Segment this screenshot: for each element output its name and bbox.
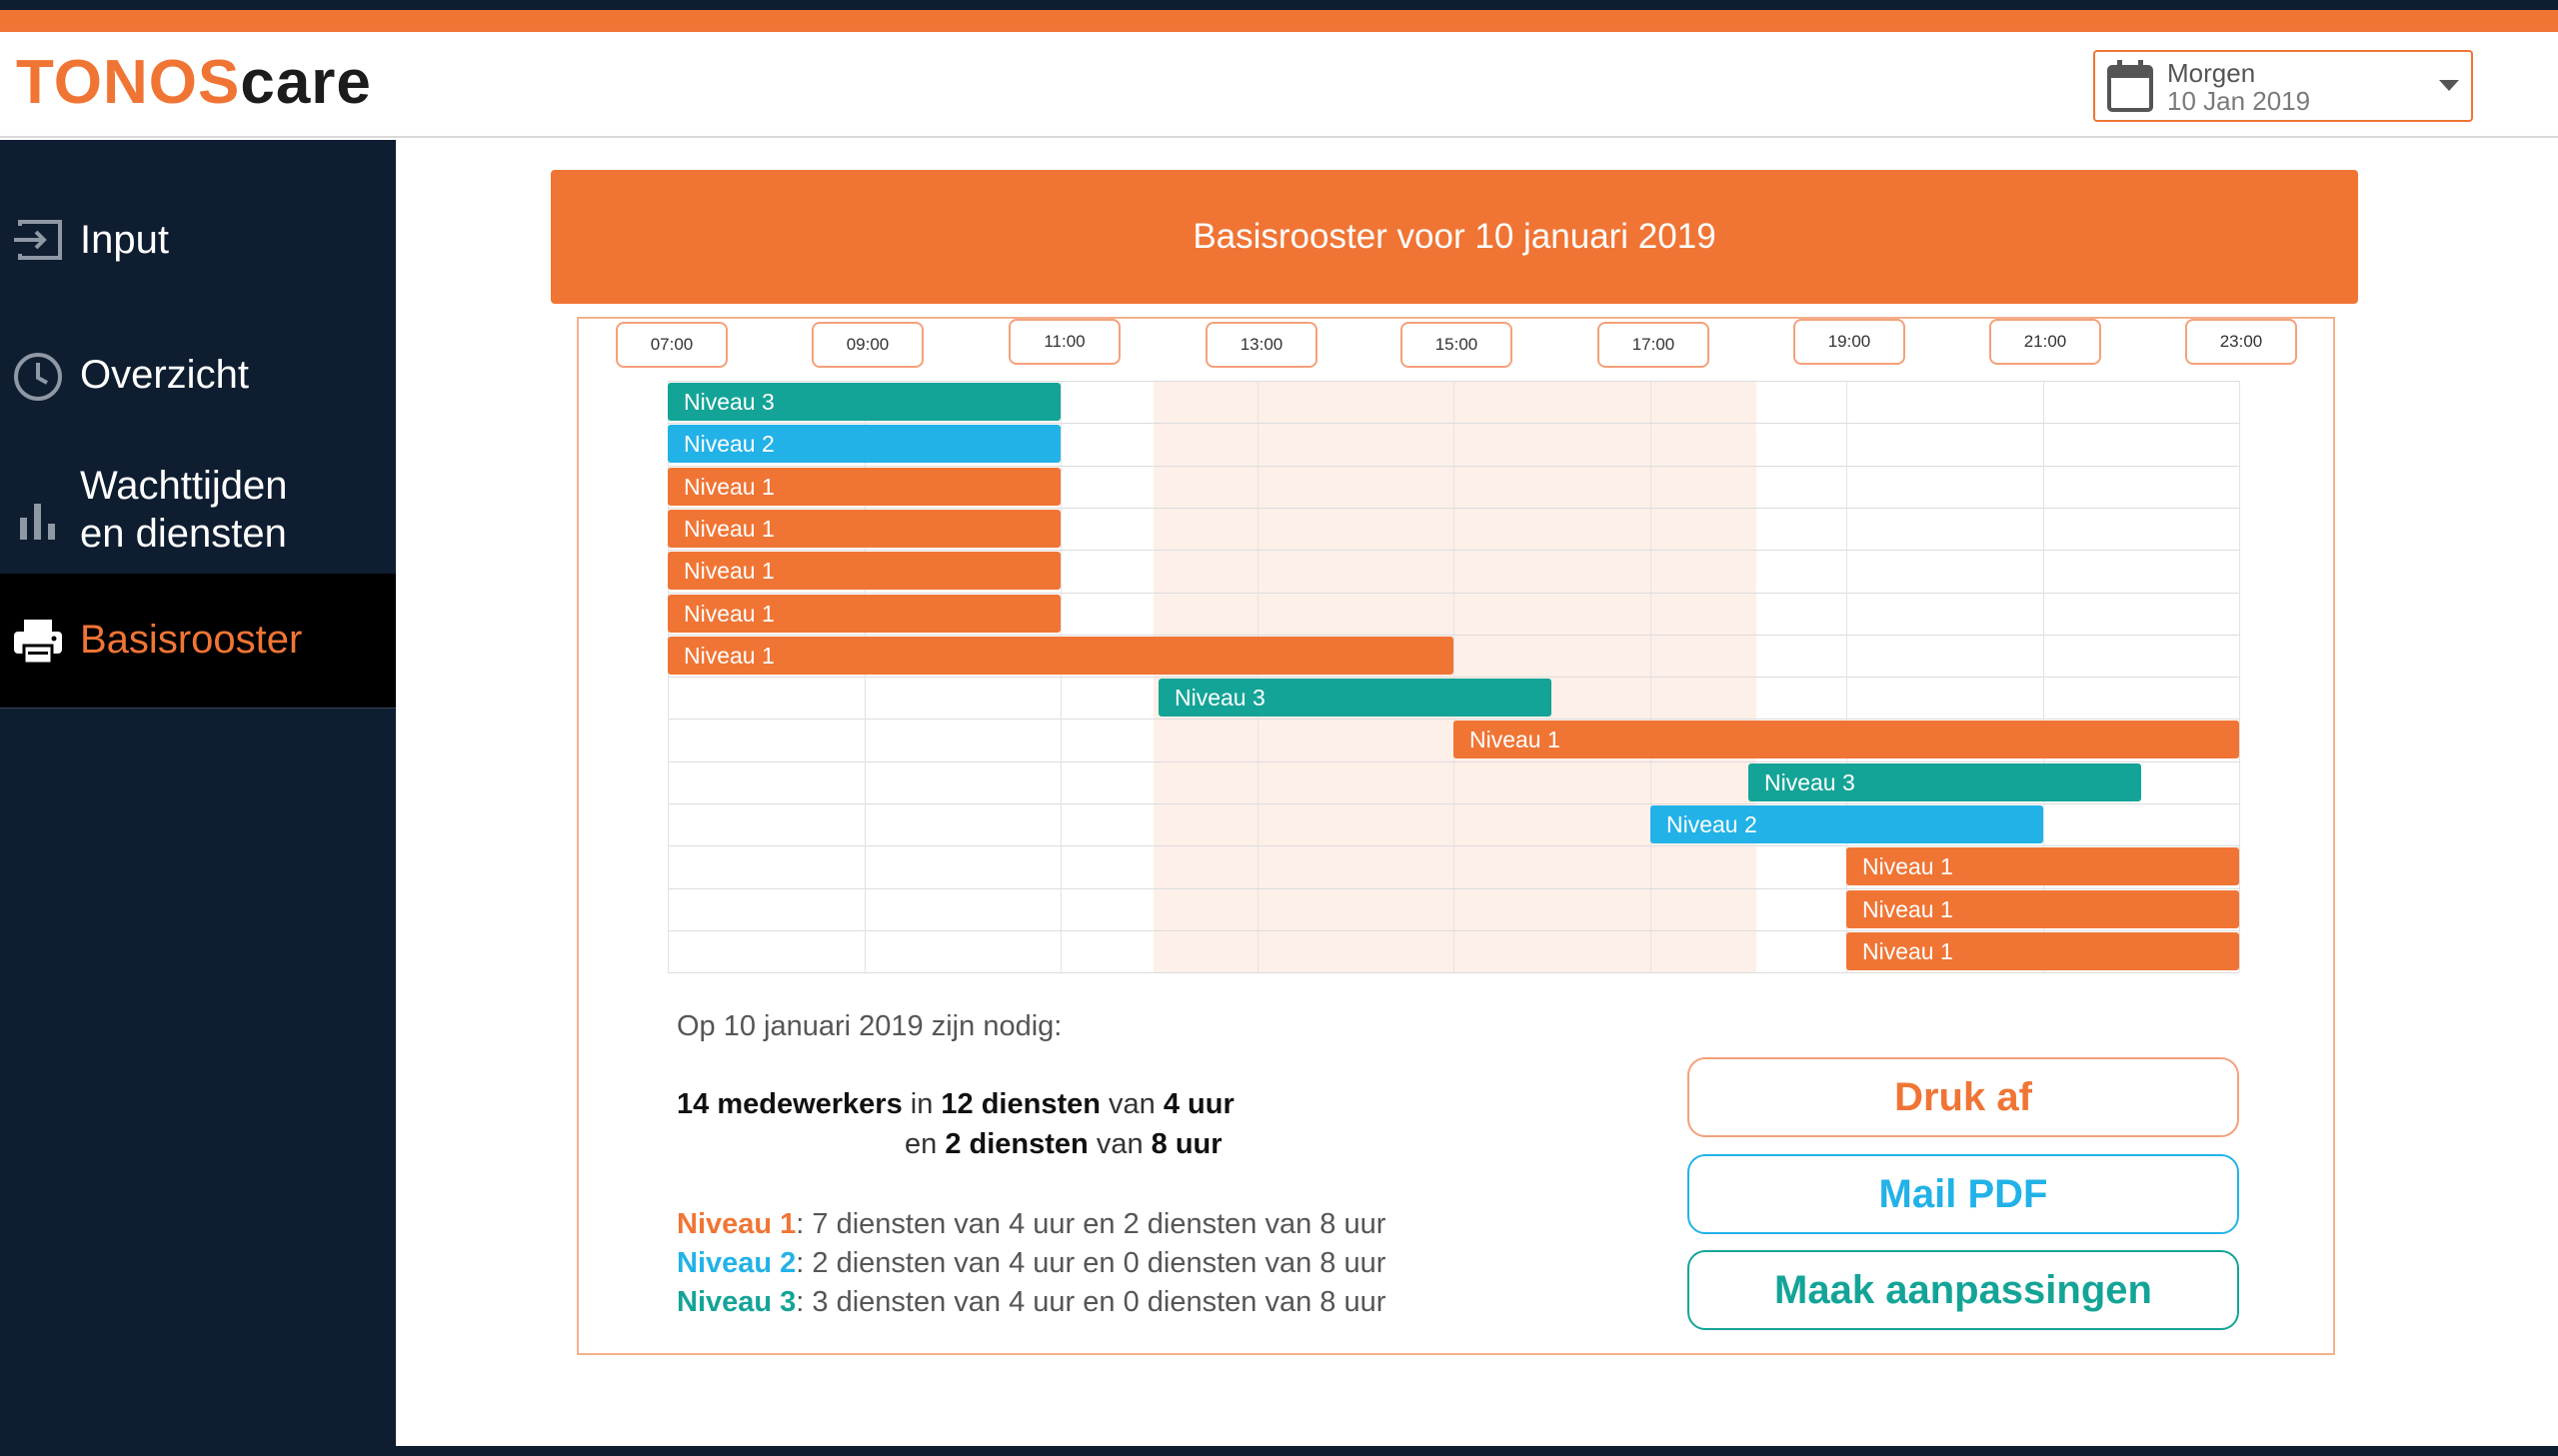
grid-hour-line [1650, 381, 1651, 972]
summary-hours-8: 8 uur [1151, 1128, 1223, 1160]
print-button[interactable]: Druk af [1687, 1057, 2239, 1137]
time-tick: 23:00 [2185, 319, 2297, 365]
mail-pdf-button[interactable]: Mail PDF [1687, 1154, 2239, 1234]
bottom-stripe [0, 1446, 2558, 1456]
app-header [0, 32, 2558, 138]
summary-total-line1 [677, 1088, 1235, 1121]
summary-level-2 [677, 1247, 1385, 1280]
level-2-text: : 2 diensten van 4 uur en 0 diensten van 8 uur [796, 1247, 1386, 1279]
page-title: Basisrooster voor 10 januari 2019 [1193, 217, 1716, 256]
sidebar-item-label: Overzicht [80, 353, 249, 397]
level-2-name: Niveau 2 [677, 1247, 797, 1279]
sidebar-item-basisrooster[interactable] [0, 574, 396, 709]
sidebar-item-overzicht[interactable] [0, 345, 396, 405]
sidebar-item-input[interactable] [0, 210, 396, 270]
level-3-text: : 3 diensten van 4 uur en 0 diensten van 8 uur [796, 1286, 1386, 1318]
calendar-icon [2105, 58, 2155, 114]
shift-bar-niveau-1[interactable]: Niveau 1 [1846, 932, 2239, 970]
summary-text-van: van [1100, 1088, 1164, 1120]
date-picker-value: 10 Jan 2019 [2167, 86, 2311, 116]
sidebar-item-label-line1: Wachttijden [80, 464, 288, 508]
time-tick: 15:00 [1400, 322, 1512, 368]
grid-hour-line [1258, 381, 1259, 972]
grid-row-line [668, 972, 2239, 973]
time-tick: 09:00 [812, 322, 924, 368]
summary-level-3 [677, 1286, 1385, 1319]
bar-chart-icon [10, 492, 66, 548]
grid-hour-line [2239, 381, 2240, 972]
shift-bar-niveau-1[interactable]: Niveau 1 [668, 637, 1453, 675]
shift-bar-niveau-2[interactable]: Niveau 2 [668, 425, 1061, 463]
summary-text-in: in [902, 1088, 942, 1120]
edit-schedule-button[interactable]: Maak aanpassingen [1687, 1250, 2239, 1330]
time-tick: 07:00 [616, 322, 728, 368]
sidebar-item-label: Input [80, 218, 169, 262]
shift-bar-niveau-1[interactable]: Niveau 1 [668, 595, 1061, 633]
time-tick: 19:00 [1793, 319, 1905, 365]
logo-part-care: care [240, 48, 372, 117]
summary-shifts-8h: 2 diensten [945, 1128, 1089, 1160]
time-tick: 21:00 [1989, 319, 2101, 365]
shift-bar-niveau-2[interactable]: Niveau 2 [1650, 805, 2043, 843]
schedule-banner [551, 170, 2358, 304]
shift-bar-niveau-1[interactable]: Niveau 1 [668, 552, 1061, 590]
sidebar-item-label-line2: en diensten [80, 512, 287, 556]
level-1-text: : 7 diensten van 4 uur en 2 diensten van 8 uur [796, 1208, 1386, 1240]
time-tick: 13:00 [1206, 322, 1317, 368]
app-logo [16, 48, 372, 117]
printer-icon [10, 614, 66, 670]
summary-shifts-4h: 12 diensten [941, 1088, 1101, 1120]
time-tick: 11:00 [1009, 319, 1121, 365]
sidebar-item-wachttijden[interactable] [0, 462, 396, 572]
summary-level-1 [677, 1208, 1385, 1241]
top-stripe [0, 0, 2558, 10]
summary-intro: Op 10 januari 2019 zijn nodig: [677, 1010, 1063, 1042]
grid-hour-line [1061, 381, 1062, 972]
logo-part-tonos: TONOS [16, 48, 241, 117]
sidebar [0, 140, 396, 1447]
input-icon [10, 212, 66, 268]
sidebar-item-label: Basisrooster [80, 618, 303, 662]
summary-staff-count: 14 medewerkers [677, 1088, 903, 1120]
chevron-down-icon[interactable] [2439, 80, 2459, 91]
summary-hours-4: 4 uur [1163, 1088, 1235, 1120]
shift-bar-niveau-3[interactable]: Niveau 3 [1159, 679, 1551, 717]
date-picker-label: Morgen [2167, 58, 2256, 88]
shift-bar-niveau-3[interactable]: Niveau 3 [668, 383, 1061, 421]
top-accent-bar [0, 10, 2558, 32]
date-picker[interactable] [2093, 50, 2473, 122]
schedule-grid [668, 381, 2239, 972]
shift-bar-niveau-1[interactable]: Niveau 1 [668, 468, 1061, 506]
summary-total-line2 [905, 1128, 1223, 1161]
shift-bar-niveau-1[interactable]: Niveau 1 [1453, 721, 2239, 758]
shift-bar-niveau-1[interactable]: Niveau 1 [668, 510, 1061, 548]
clock-icon [10, 349, 66, 405]
shift-bar-niveau-1[interactable]: Niveau 1 [1846, 890, 2239, 928]
summary-text-en: en [905, 1128, 946, 1160]
time-tick: 17:00 [1597, 322, 1709, 368]
shift-bar-niveau-1[interactable]: Niveau 1 [1846, 847, 2239, 885]
level-3-name: Niveau 3 [677, 1286, 797, 1318]
grid-hour-line [1453, 381, 1454, 972]
level-1-name: Niveau 1 [677, 1208, 797, 1240]
shift-bar-niveau-3[interactable]: Niveau 3 [1748, 763, 2141, 801]
summary-text-van: van [1088, 1128, 1152, 1160]
